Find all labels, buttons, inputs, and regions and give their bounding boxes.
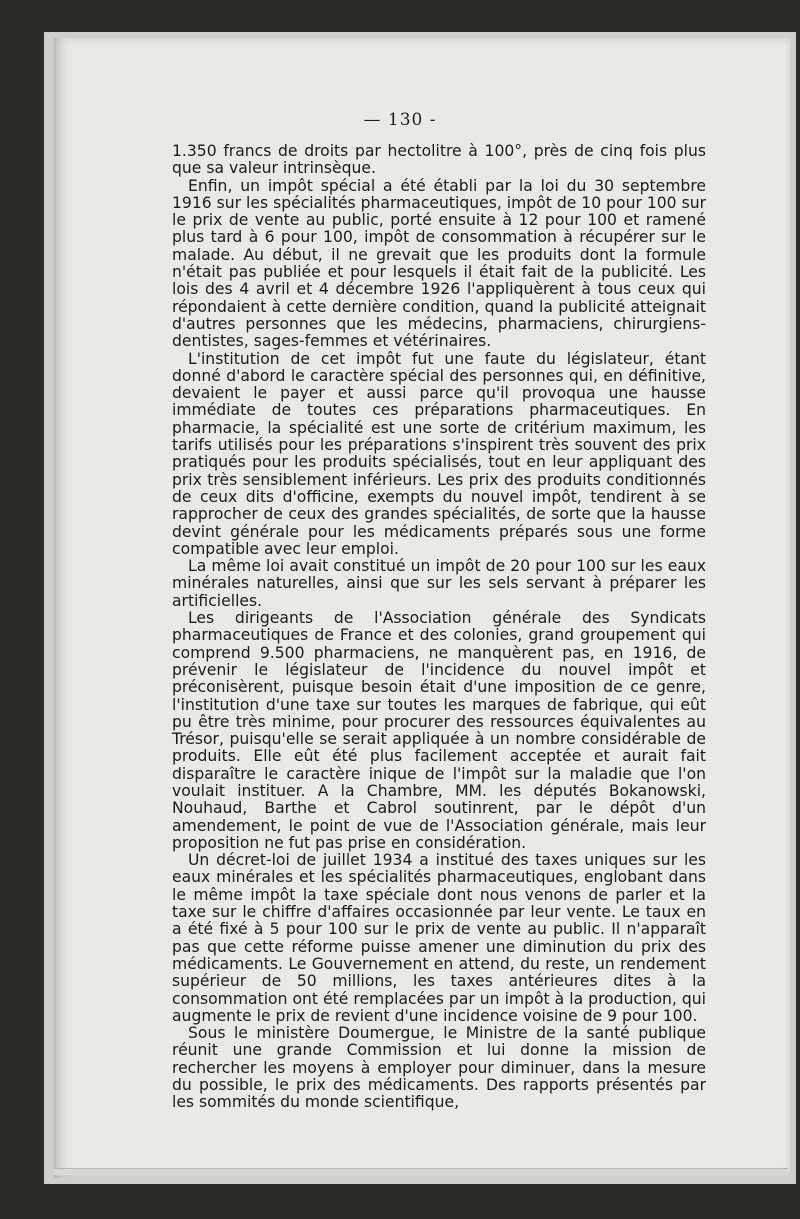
paragraph-3: L'institution de cet impôt fut une faute du législateur, étant donné d'abord le caractère spécial des personnes qui, en définitive, devaient le payer et aussi parce qu'il provoqua une hausse immédiate de toutes ces préparations pharmaceutiques. En pharmacie, la spécialité est une sorte de critérium maximum, les tarifs utilisés pour les préparations s'inspirent très souvent des prix pratiqués pour les produits spécialisés, tout en leur appliquant des prix très sensiblement inférieurs. Les prix des produits conditionnés de ceux dits d'officine, exempts du nouvel impôt, tendirent à se rapprocher de ceux des grandes spécialités, de sorte que la hausse devint générale pour les médicaments préparés sous une forme compatible avec leur emploi. — [172, 349, 706, 558]
body-text — [172, 143, 706, 1112]
paragraph-2: Enfin, un impôt spécial a été établi par la loi du 30 septembre 1916 sur les spécialités pharmaceutiques, impôt de 10 pour 100 sur le prix de vente au public, porté ensuite à 12 pour 100 et ramené plus tard à 6 pour 100, impôt de consommation à récupérer sur le malade. Au début, il ne grevait que les produits dont la formule n'était pas publiée et pour lesquels il était fait de la publicité. Les lois des 4 avril et 4 décembre 1926 l'appliquèrent à tous ceux qui répondaient à cette dernière condition, quand la publicité atteignait d'autres personnes que les médecins, pharmaciens, chirurgiens-dentistes, sages-femmes et vétérinaires. — [172, 176, 706, 351]
paragraph-1: 1.350 francs de droits par hectolitre à 100°, près de cinq fois plus que sa valeur intrinsèque. — [172, 142, 706, 178]
page-number: — 130 - — [363, 110, 437, 130]
page-bottom-edge — [54, 1168, 788, 1175]
paragraph-4: La même loi avait constitué un impôt de 20 pour 100 sur les eaux minérales naturelles, ainsi que sur les sels servant à préparer les artificielles. — [172, 557, 706, 610]
paragraph-7: Sous le ministère Doumergue, le Ministre de la santé publique réunit une grande Commission et lui donne la mission de rechercher les moyens à employer pour diminuer, dans la mesure du possible, le prix des médicaments. Des rapports présentés par les sommités du monde scientifique, — [172, 1024, 706, 1112]
paragraph-6: Un décret-loi de juillet 1934 a institué des taxes uniques sur les eaux minérales et les spécialités pharmaceutiques, englobant dans le même impôt la taxe spéciale dont nous venons de parler et la taxe sur le chiffre d'affaires occasionnée par leur vente. Le taux en a été fixé à 5 pour 100 sur le prix de vente au public. Il n'apparaît pas que cette réforme puisse amener une diminution du prix des médicaments. Le Gouvernement en attend, du reste, un rendement supérieur de 50 millions, les taxes antérieures dites à la consommation ont été remplacées par un impôt à la production, qui augmente le prix de revient d'une incidence voisine de 9 pour 100. — [172, 851, 706, 1025]
paragraph-5: Les dirigeants de l'Association générale des Syndicats pharmaceutiques de France et des colonies, grand groupement qui comprend 9.500 pharmaciens, ne manquèrent pas, en 1916, de prévenir le législateur de l'incidence du nouvel impôt et préconisèrent, puisque besoin était d'une imposition de ce genre, l'institution d'une taxe sur toutes les marques de fabrique, qui eût pu être très minime, pour procurer des ressources équivalentes au Trésor, puisqu'elle se serait appliquée à un nombre considérable de produits. Elle eût été plus facilement acceptée et aurait fait disparaître le caractère inique de l'impôt sur la maladie que l'on voulait instituer. A la Chambre, MM. les députés Bokanowski, Nouhaud, Barthe et Cabrol soutinrent, par le dépôt d'un amendement, le point de vue de l'Association générale, mais leur proposition ne fut pas prise en considération. — [172, 609, 706, 852]
